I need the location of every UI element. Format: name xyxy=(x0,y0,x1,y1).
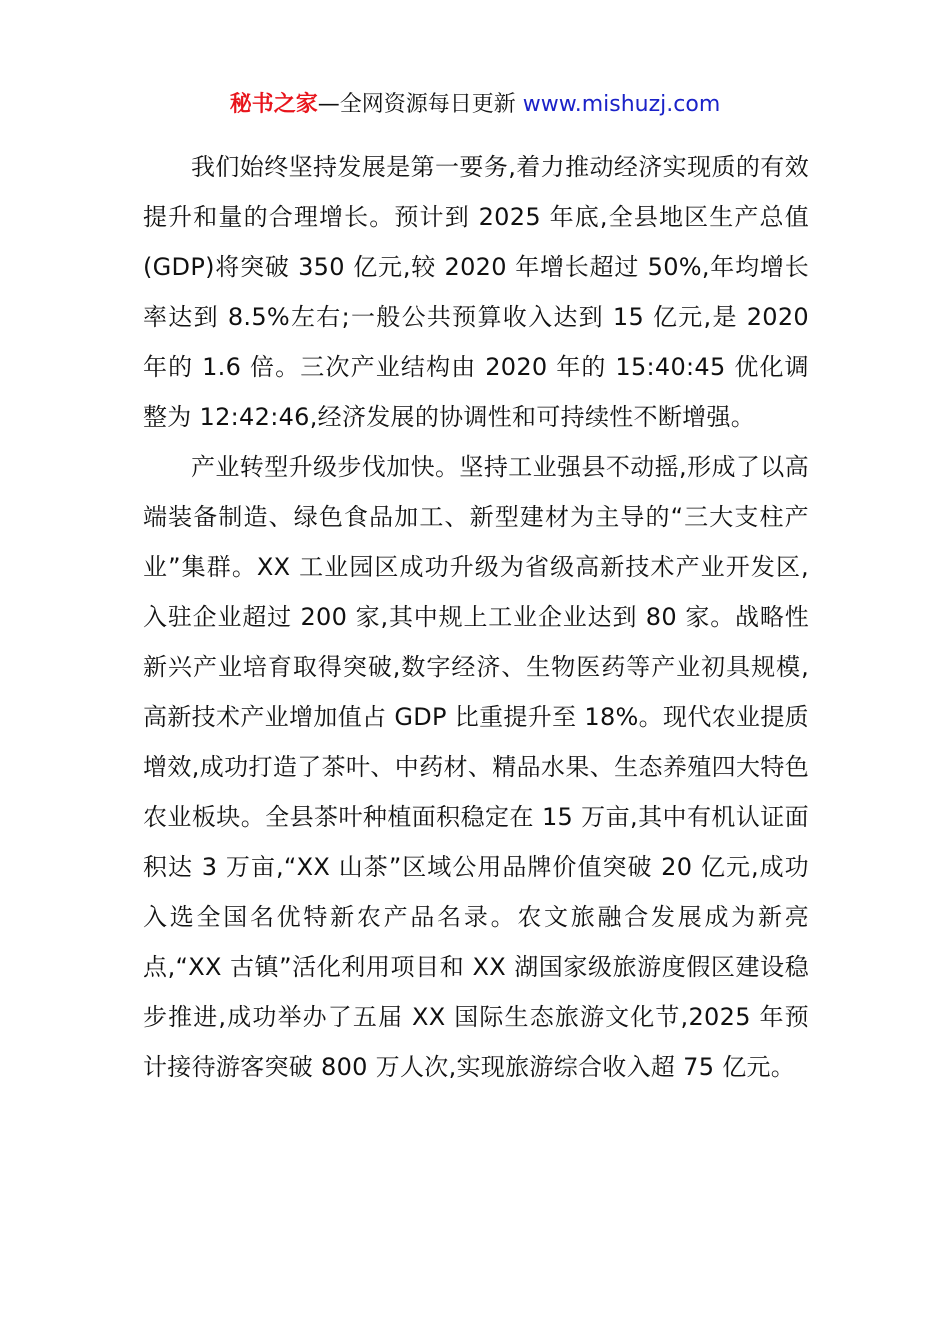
paragraph-economy: 我们始终坚持发展是第一要务,着力推动经济实现质的有效提升和量的合理增长。预计到 2025 年底,全县地区生产总值(GDP)将突破 350 亿元,较 2020 年增长超过 50%,年均增长率达到 8.5%左右;一般公共预算收入达到 15 亿元,是 2020 年的 1.6 倍。三次产业结构由 2020 年的 15:40:45 优化调整为 12:42:46,经济发展的协调性和可持续性不断增强。 xyxy=(143,153,809,431)
page-header xyxy=(0,88,950,122)
site-url-link[interactable]: www.mishuzj.com xyxy=(522,92,721,117)
paragraph-industry: 产业转型升级步伐加快。坚持工业强县不动摇,形成了以高端装备制造、绿色食品加工、新型建材为主导的“三大支柱产业”集群。XX 工业园区成功升级为省级高新技术产业开发区,入驻企业超过 200 家,其中规上工业企业达到 80 家。战略性新兴产业培育取得突破,数字经济、生物医药等产业初具规模,高新技术产业增加值占 GDP 比重提升至 18%。现代农业提质增效,成功打造了茶叶、中药材、精品水果、生态养殖四大特色农业板块。全县茶叶种植面积稳定在 15 万亩,其中有机认证面积达 3 万亩,“XX 山茶”区域公用品牌价值突破 20 亿元,成功入选全国名优特新农产品名录。农文旅融合发展成为新亮点,“XX 古镇”活化利用项目和 XX 湖国家级旅游度假区建设稳步推进,成功举办了五届 XX 国际生态旅游文化节,2025 年预计接待游客突破 800 万人次,实现旅游综合收入超 75 亿元。 xyxy=(143,453,809,1081)
document-body xyxy=(143,142,809,1092)
brand-name: 秘书之家 xyxy=(229,92,318,117)
header-tagline: —全网资源每日更新 xyxy=(317,92,523,117)
